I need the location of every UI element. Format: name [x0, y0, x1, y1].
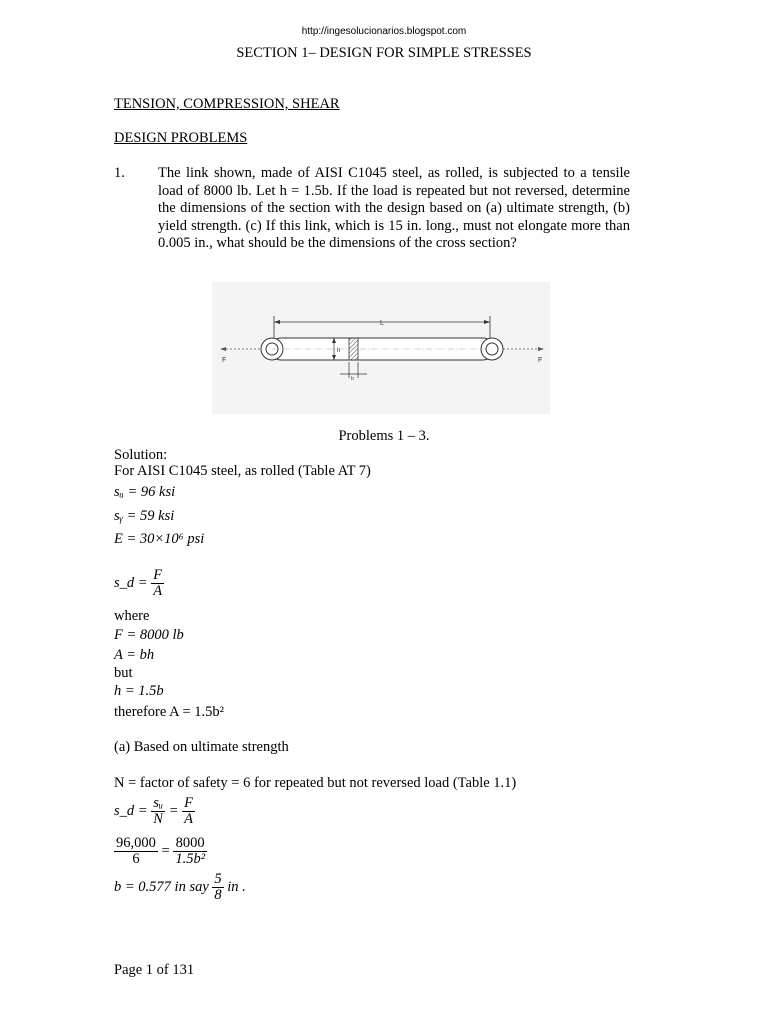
b-result-text: b = 0.577 in say	[114, 878, 209, 895]
eq3-den1: 6	[132, 851, 140, 867]
eq-sy: sᵧ = 59 ksi	[114, 508, 175, 524]
solution-label: Solution:	[114, 447, 168, 463]
b-unit: in .	[227, 878, 246, 895]
eq2-den2: A	[184, 811, 193, 827]
eq3-frac-1	[114, 836, 158, 867]
heading-tension: TENSION, COMPRESSION, SHEAR	[114, 96, 340, 112]
eq2-num2: F	[184, 795, 193, 811]
page-number: Page 1 of 131	[114, 962, 195, 978]
b-result-fraction	[212, 872, 223, 903]
part-a-label: (a) Based on ultimate strength	[114, 739, 289, 755]
eq2-frac-2	[182, 796, 195, 827]
eq-sd	[114, 568, 164, 599]
eq3-den2: 1.5b²	[175, 851, 206, 867]
b-frac-den: 8	[214, 887, 222, 903]
label-F-right: F	[538, 357, 543, 364]
eq3-frac-2	[173, 836, 207, 867]
b-result	[114, 872, 246, 903]
label-F-left: F	[222, 357, 227, 364]
eq3-num2: 8000	[173, 836, 207, 852]
eq3-num1: 96,000	[116, 835, 156, 851]
eq-F: F = 8000 lb	[114, 627, 184, 643]
eq-sd-lhs: s_d =	[114, 574, 148, 591]
eq-E: E = 30×10⁶ psi	[114, 531, 205, 547]
where-label: where	[114, 608, 150, 624]
label-h: h	[337, 348, 341, 354]
eq-h: h = 1.5b	[114, 683, 164, 699]
problem-number: 1.	[114, 165, 125, 181]
eq-sd-fraction	[151, 568, 164, 599]
label-b: b	[351, 376, 354, 382]
problem-1	[114, 165, 630, 253]
link-diagram	[212, 282, 550, 414]
problem-text: The link shown, made of AISI C1045 steel, as rolled, is subjected to a tensile load of 8000 lb. Let h = 1.5b. If the load is repeated but not reversed, determine the dimensions of the section with the design based on (a) ultimate strength, (b) yield strength. (c) If this link, which is 15 in. long., must not elongate more than 0.005 in., what should be the dimensions of the cross section?	[158, 165, 630, 252]
eq-su: sᵤ = 96 ksi	[114, 484, 176, 500]
eq2-lhs: s_d =	[114, 802, 148, 819]
eq-sd-denominator: A	[153, 583, 163, 599]
eq-sd-numerator: F	[153, 567, 163, 583]
source-url: http://ingesolucionarios.blogspot.com	[301, 26, 467, 37]
eq2-num1: sᵤ	[153, 795, 164, 811]
figure-caption: Problems 1 – 3.	[338, 428, 430, 444]
eq2-frac-1	[151, 796, 165, 827]
heading-design-problems: DESIGN PROBLEMS	[114, 130, 248, 146]
therefore-line: therefore A = 1.5b²	[114, 704, 224, 720]
factor-of-safety-line: N = factor of safety = 6 for repeated but not reversed load (Table 1.1)	[114, 775, 517, 791]
label-L: L	[380, 320, 384, 327]
material-line: For AISI C1045 steel, as rolled (Table AT 7)	[114, 463, 371, 479]
eq-sd-su-N: s_d = $\frac{\text{sᵤ}}{N}$ = $\frac{F}{A}$	[114, 795, 193, 827]
b-frac-num: 5	[214, 871, 222, 887]
link-figure	[212, 282, 550, 414]
eq-A: A = bh	[114, 647, 155, 663]
but-label: but	[114, 665, 133, 681]
eq-numeric: $\frac{96,000}{6}$ = $\frac{8000}{\text{1.5b²}}$	[116, 835, 206, 867]
section-title: SECTION 1– DESIGN FOR SIMPLE STRESSES	[236, 45, 532, 61]
eq2-den1: N	[153, 811, 163, 827]
